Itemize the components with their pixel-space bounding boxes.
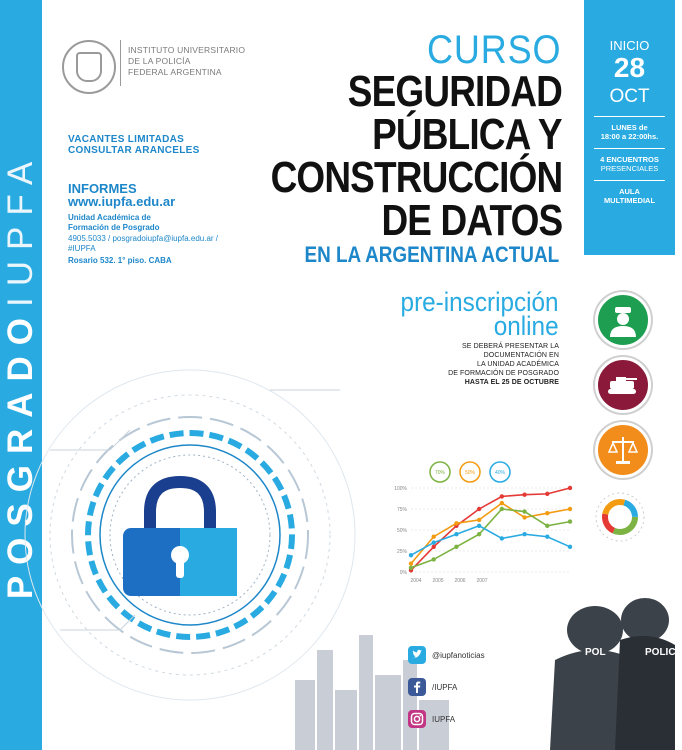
x-tick-label: 2004 <box>410 578 422 584</box>
twitter-icon[interactable] <box>408 646 426 664</box>
series-point-orange <box>568 507 572 511</box>
series-point-red <box>545 492 549 496</box>
series-point-orange <box>432 535 436 539</box>
series-point-green <box>477 532 481 536</box>
subtitle: EN LA ARGENTINA ACTUAL <box>304 242 559 267</box>
schedule-line2: 18:00 a 22:00hs. <box>600 132 659 141</box>
fees-notice: CONSULTAR ARANCELES <box>68 145 200 156</box>
twitter-handle[interactable]: @iupfanoticias <box>432 651 485 660</box>
series-point-green <box>568 519 572 523</box>
series-point-blue <box>522 532 526 536</box>
date-divider-3 <box>594 180 665 181</box>
series-point-orange <box>545 511 549 515</box>
deadline: HASTA EL 25 DE OCTUBRE <box>464 379 559 386</box>
series-point-blue <box>432 540 436 544</box>
logo-text-line3: FEDERAL ARGENTINA <box>128 67 222 77</box>
note-line3: LA UNIDAD ACADÉMICA <box>476 361 559 368</box>
y-tick-label: 75% <box>396 507 407 513</box>
start-month: OCT <box>609 86 650 107</box>
meetings-line2: PRESENCIALES <box>600 164 659 173</box>
series-point-orange <box>522 515 526 519</box>
armored-vehicle-icon <box>595 357 651 413</box>
website-link[interactable]: www.iupfa.edu.ar <box>68 194 176 209</box>
series-point-red <box>500 494 504 498</box>
series-point-blue <box>500 536 504 540</box>
series-point-green <box>500 507 504 511</box>
date-divider-1 <box>594 116 665 117</box>
note-line4: DE FORMACIÓN DE POSGRADO <box>448 370 559 377</box>
series-point-green <box>432 557 436 561</box>
preinscription-line2: online <box>494 311 559 341</box>
series-point-orange <box>409 561 413 565</box>
address: Rosario 532. 1° piso. CABA <box>68 256 172 265</box>
donut-chart-icon <box>580 485 665 555</box>
room-line2: MULTIMEDIAL <box>603 196 656 205</box>
vest-label-1: POL <box>585 647 606 658</box>
meetings-line1: 4 ENCUENTROS <box>600 155 659 164</box>
vest-label-2: POLICE <box>645 647 682 658</box>
start-day: 28 <box>613 52 646 83</box>
gauge-label: 50% <box>464 470 476 476</box>
series-point-red <box>432 545 436 549</box>
x-tick-label: 2006 <box>454 578 466 584</box>
title-line1: SEGURIDAD <box>347 67 562 116</box>
series-point-red <box>522 493 526 497</box>
vacancy-notice: VACANTES LIMITADAS <box>68 134 185 145</box>
justice-scale-icon <box>595 422 651 478</box>
series-point-green <box>409 566 413 570</box>
contact-line2: #IUPFA <box>68 244 96 253</box>
series-point-blue <box>477 524 481 528</box>
schedule-line1: LUNES de <box>611 123 648 132</box>
y-tick-label: 50% <box>396 528 407 534</box>
padlock-icon <box>115 470 245 600</box>
series-point-blue <box>454 532 458 536</box>
vertical-program-label <box>0 0 42 750</box>
series-point-orange <box>500 501 504 505</box>
series-point-red <box>568 486 572 490</box>
gauge-label: 70% <box>434 470 446 476</box>
city-skyline-illustration <box>285 620 675 750</box>
x-tick-label: 2007 <box>476 578 488 584</box>
unit-line2: Formación de Posgrado <box>68 223 160 232</box>
start-label: INICIO <box>609 38 650 53</box>
vertical-light-text: IUPFA <box>1 150 40 307</box>
line-chart <box>385 460 585 600</box>
x-tick-label: 2005 <box>432 578 444 584</box>
instagram-handle[interactable]: IUPFA <box>432 715 456 724</box>
series-point-orange <box>477 518 481 522</box>
note-line2: DOCUMENTACIÓN EN <box>483 352 559 359</box>
series-point-blue <box>568 545 572 549</box>
logo-divider <box>120 40 121 86</box>
officer-icon <box>595 292 651 348</box>
room-line1: AULA <box>619 187 640 196</box>
series-point-blue <box>545 535 549 539</box>
series-line-blue <box>411 526 570 555</box>
logo-text-line1: INSTITUTO UNIVERSITARIO <box>128 45 246 55</box>
date-divider-2 <box>594 148 665 149</box>
note-line1: SE DEBERÁ PRESENTAR LA <box>462 343 559 350</box>
series-point-red <box>477 507 481 511</box>
contact-line1: 4905.5033 / posgradoiupfa@iupfa.edu.ar / <box>68 234 219 243</box>
y-tick-label: 100% <box>394 486 407 492</box>
y-tick-label: 25% <box>396 549 407 555</box>
series-point-green <box>454 545 458 549</box>
preinscription-heading[interactable] <box>400 287 559 341</box>
vertical-bold-text: POSGRADO <box>1 306 40 600</box>
title-line3: CONSTRUCCIÓN <box>270 153 562 202</box>
facebook-icon[interactable] <box>408 678 426 696</box>
info-heading: INFORMES <box>68 181 137 196</box>
y-tick-label: 0% <box>399 570 407 576</box>
gauge-label: 40% <box>494 470 506 476</box>
title-line2: PÚBLICA Y <box>372 110 562 159</box>
series-point-orange <box>454 521 458 525</box>
unit-line1: Unidad Académica de <box>68 213 151 222</box>
series-point-green <box>522 509 526 513</box>
series-point-blue <box>409 553 413 557</box>
preinscription-line1: pre-inscripción <box>400 287 559 317</box>
facebook-handle[interactable]: /IUPFA <box>432 683 458 692</box>
title-line4: DE DATOS <box>381 196 562 245</box>
institute-seal-icon <box>62 40 116 94</box>
logo-text-line2: DE LA POLICÍA <box>128 56 191 66</box>
series-point-green <box>545 524 549 528</box>
instagram-icon[interactable] <box>408 710 426 728</box>
course-label: CURSO <box>426 28 561 72</box>
